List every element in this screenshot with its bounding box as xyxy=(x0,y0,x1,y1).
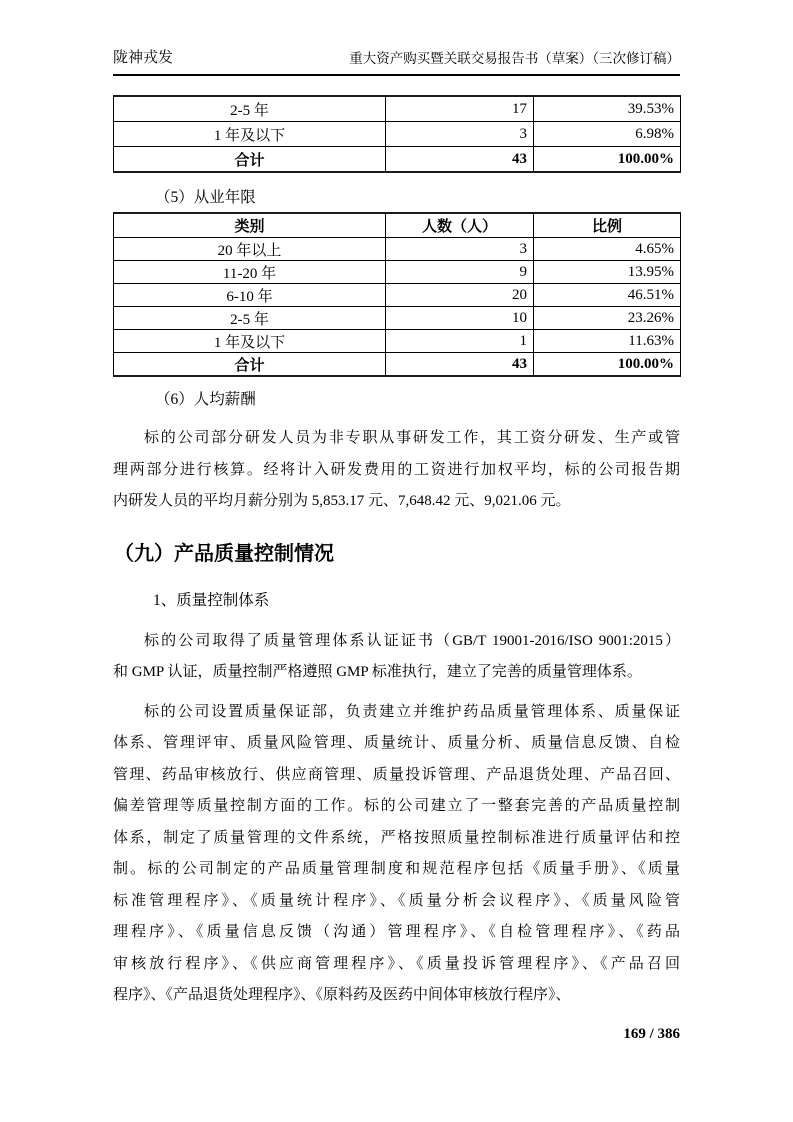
paragraph-line: 理程序》、《质量信息反馈（沟通）管理程序》、《自检管理程序》、《药品 xyxy=(113,924,680,940)
cell-count: 3 xyxy=(386,122,534,147)
heading-average-salary: （6）人均薪酬 xyxy=(155,391,256,408)
header-cell-count: 人数（人） xyxy=(386,213,534,238)
paragraph-line: 管理、药品审核放行、供应商管理、质量投诉管理、产品退货处理、产品召回、 xyxy=(113,766,680,783)
heading-quality-control-section: （九）产品质量控制情况 xyxy=(114,542,334,565)
table-total-row xyxy=(114,353,681,377)
cell-category: 2-5 年 xyxy=(114,307,386,330)
cell-count: 17 xyxy=(386,96,534,122)
table-row xyxy=(114,307,681,330)
paragraph-certifications xyxy=(113,626,680,689)
cell-category: 2-5 年 xyxy=(114,96,386,122)
paragraph-line: 制。标的公司制定的产品质量管理制度和规范程序包括《质量手册》、《质量 xyxy=(113,861,680,877)
education-years-table-continued xyxy=(113,95,681,173)
cell-ratio: 4.65% xyxy=(534,238,681,261)
paragraph-line: 标的公司取得了质量管理体系认证证书（GB/T 19001-2016/ISO 9001:2015） xyxy=(144,632,680,649)
table-row xyxy=(114,96,681,122)
paragraph-line: 和 GMP 认证，质量控制严格遵照 GMP 标准执行，建立了完善的质量管理体系。 xyxy=(113,664,642,680)
cell-count: 20 xyxy=(386,284,534,307)
paragraph-average-salary xyxy=(113,423,680,518)
paragraph-line: 标准管理程序》、《质量统计程序》、《质量分析会议程序》、《质量风险管 xyxy=(113,892,680,909)
table-row xyxy=(114,261,681,284)
table-row xyxy=(114,238,681,261)
paragraph-line: 审核放行程序》、《供应商管理程序》、《质量投诉管理程序》、《产品召回 xyxy=(113,955,680,972)
heading-work-years: （5）从业年限 xyxy=(155,189,256,206)
paragraph-line: 标的公司部分研发人员为非专职从事研发工作，其工资分研发、生产或管 xyxy=(144,430,680,446)
paragraph-line: 程序》、《产品退货处理程序》、《原料药及医药中间体审核放行程序》、 xyxy=(113,987,571,1003)
header-report-title: 重大资产购买暨关联交易报告书（草案）（三次修订稿） xyxy=(349,51,680,66)
cell-count: 9 xyxy=(386,261,534,284)
cell-count: 1 xyxy=(386,330,534,353)
cell-count: 10 xyxy=(386,307,534,330)
cell-category: 11-20 年 xyxy=(114,261,386,284)
paragraph-line: 偏差管理等质量控制方面的工作。标的公司建立了一整套完善的产品质量控制 xyxy=(113,798,680,814)
cell-ratio: 23.26% xyxy=(534,307,681,330)
cell-ratio: 39.53% xyxy=(534,96,681,122)
paragraph-line: 体系、管理评审、质量风险管理、质量统计、质量分析、质量信息反馈、自检 xyxy=(113,735,680,751)
cell-count: 43 xyxy=(386,353,534,377)
page-content xyxy=(113,0,680,1012)
cell-category: 1 年及以下 xyxy=(114,122,386,147)
page-number: 169 / 386 xyxy=(623,1026,680,1042)
cell-ratio: 6.98% xyxy=(534,122,681,147)
cell-category: 20 年以上 xyxy=(114,238,386,261)
subheading-quality-system: 1、质量控制体系 xyxy=(153,591,270,609)
header-company-name: 陇神戎发 xyxy=(113,50,174,66)
cell-ratio: 46.51% xyxy=(534,284,681,307)
paragraph-line: 理两部分进行核算。经将计入研发费用的工资进行加权平均，标的公司报告期 xyxy=(113,461,680,478)
cell-category: 6-10 年 xyxy=(114,284,386,307)
cell-category: 合计 xyxy=(114,147,386,173)
cell-count: 3 xyxy=(386,238,534,261)
table-total-row xyxy=(114,147,681,173)
header-cell-category: 类别 xyxy=(114,213,386,238)
paragraph-line: 内研发人员的平均月薪分别为 5,853.17 元、7,648.42 元、9,021.06 元。 xyxy=(113,493,571,509)
page-header xyxy=(113,0,680,76)
work-years-table xyxy=(113,212,681,377)
paragraph-line: 标的公司设置质量保证部，负责建立并维护药品质量管理体系、质量保证 xyxy=(144,703,680,720)
cell-count: 43 xyxy=(386,147,534,173)
cell-category: 合计 xyxy=(114,353,386,377)
table-header-row xyxy=(114,213,681,238)
table-row xyxy=(114,330,681,353)
cell-category: 1 年及以下 xyxy=(114,330,386,353)
table-row xyxy=(114,122,681,147)
cell-ratio: 100.00% xyxy=(534,147,681,173)
cell-ratio: 13.95% xyxy=(534,261,681,284)
table-row xyxy=(114,284,681,307)
paragraph-quality-procedures xyxy=(113,697,680,1012)
paragraph-line: 体系，制定了质量管理的文件系统，严格按照质量控制标准进行质量评估和控 xyxy=(113,829,680,846)
cell-ratio: 100.00% xyxy=(534,353,681,377)
cell-ratio: 11.63% xyxy=(534,330,681,353)
header-cell-ratio: 比例 xyxy=(534,213,681,238)
